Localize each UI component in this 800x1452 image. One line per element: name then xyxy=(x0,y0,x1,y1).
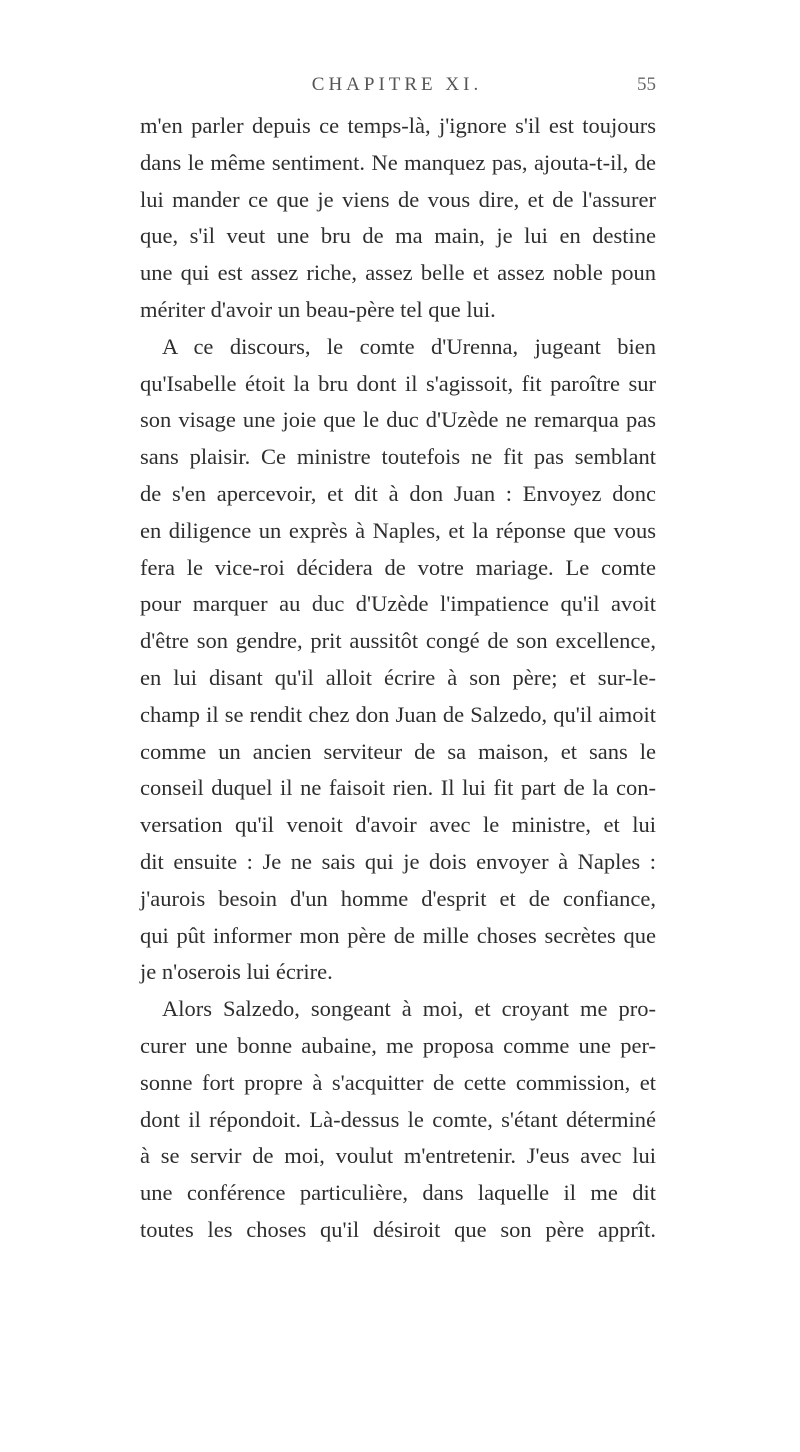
text-line: lui mander ce que je viens de vous dire, et de l'assurer xyxy=(140,186,656,212)
text-line: je n'oserois lui écrire. xyxy=(140,959,333,985)
text-line: m'en parler depuis ce temps-là, j'ignore s'il est toujours xyxy=(140,113,656,138)
text-line: d'être son gendre, prit aussitôt congé de son excellence, xyxy=(140,628,656,654)
text-line: champ il se rendit chez don Juan de Salzedo, qu'il aimoit xyxy=(140,701,656,727)
text-line: fera le vice-roi décidera de votre mariage. Le comte xyxy=(140,554,656,580)
text-line: une conférence particulière, dans laquelle il me dit xyxy=(140,1180,656,1206)
body-text xyxy=(140,108,656,1249)
text-line: sans plaisir. Ce ministre toutefois ne fit pas semblant xyxy=(140,444,656,470)
text-line: Alors Salzedo, songeant à moi, et croyant me pro- xyxy=(162,996,656,1022)
chapter-title: CHAPITRE XI. xyxy=(311,74,483,95)
text-line: de s'en apercevoir, et dit à don Juan : Envoyez donc xyxy=(140,480,656,506)
text-line: mériter d'avoir un beau-père tel que lui. xyxy=(140,296,496,322)
text-line: A ce discours, le comte d'Urenna, jugeant bien xyxy=(162,333,656,359)
text-line: comme un ancien serviteur de sa maison, et sans le xyxy=(140,738,656,764)
text-line: conseil duquel il ne faisoit rien. Il lui fit part de la con- xyxy=(140,775,656,801)
text-line: son visage une joie que le duc d'Uzède ne remarqua pas xyxy=(140,407,656,433)
text-line: dont il répondoit. Là-dessus le comte, s'étant déterminé xyxy=(140,1106,656,1132)
text-line: en lui disant qu'il alloit écrire à son père; et sur-le- xyxy=(140,664,656,690)
text-line: sonne fort propre à s'acquitter de cette commission, et xyxy=(140,1069,656,1095)
text-line: à se servir de moi, voulut m'entretenir. J'eus avec lui xyxy=(140,1143,656,1169)
text-line: qu'Isabelle étoit la bru dont il s'agissoit, fit paroître sur xyxy=(140,370,656,396)
running-head xyxy=(138,74,656,104)
text-line: que, s'il veut une bru de ma main, je lui en destine xyxy=(140,223,656,249)
text-line: curer une bonne aubaine, me proposa comme une per- xyxy=(140,1032,656,1058)
page-number: 55 xyxy=(637,74,656,95)
text-line: une qui est assez riche, assez belle et assez noble poun xyxy=(140,260,656,286)
text-line: en diligence un exprès à Naples, et la réponse que vous xyxy=(140,517,656,543)
text-line: j'aurois besoin d'un homme d'esprit et de confiance, xyxy=(140,885,656,911)
text-line: dans le même sentiment. Ne manquez pas, ajouta-t-il, de xyxy=(140,149,656,175)
text-line: qui pût informer mon père de mille choses secrètes que xyxy=(140,922,656,948)
text-line: versation qu'il venoit d'avoir avec le ministre, et lui xyxy=(140,812,656,838)
text-line: pour marquer au duc d'Uzède l'impatience qu'il avoit xyxy=(140,591,656,617)
text-line: toutes les choses qu'il désiroit que son père apprît. xyxy=(140,1216,656,1242)
text-line: dit ensuite : Je ne sais qui je dois envoyer à Naples : xyxy=(140,848,656,874)
